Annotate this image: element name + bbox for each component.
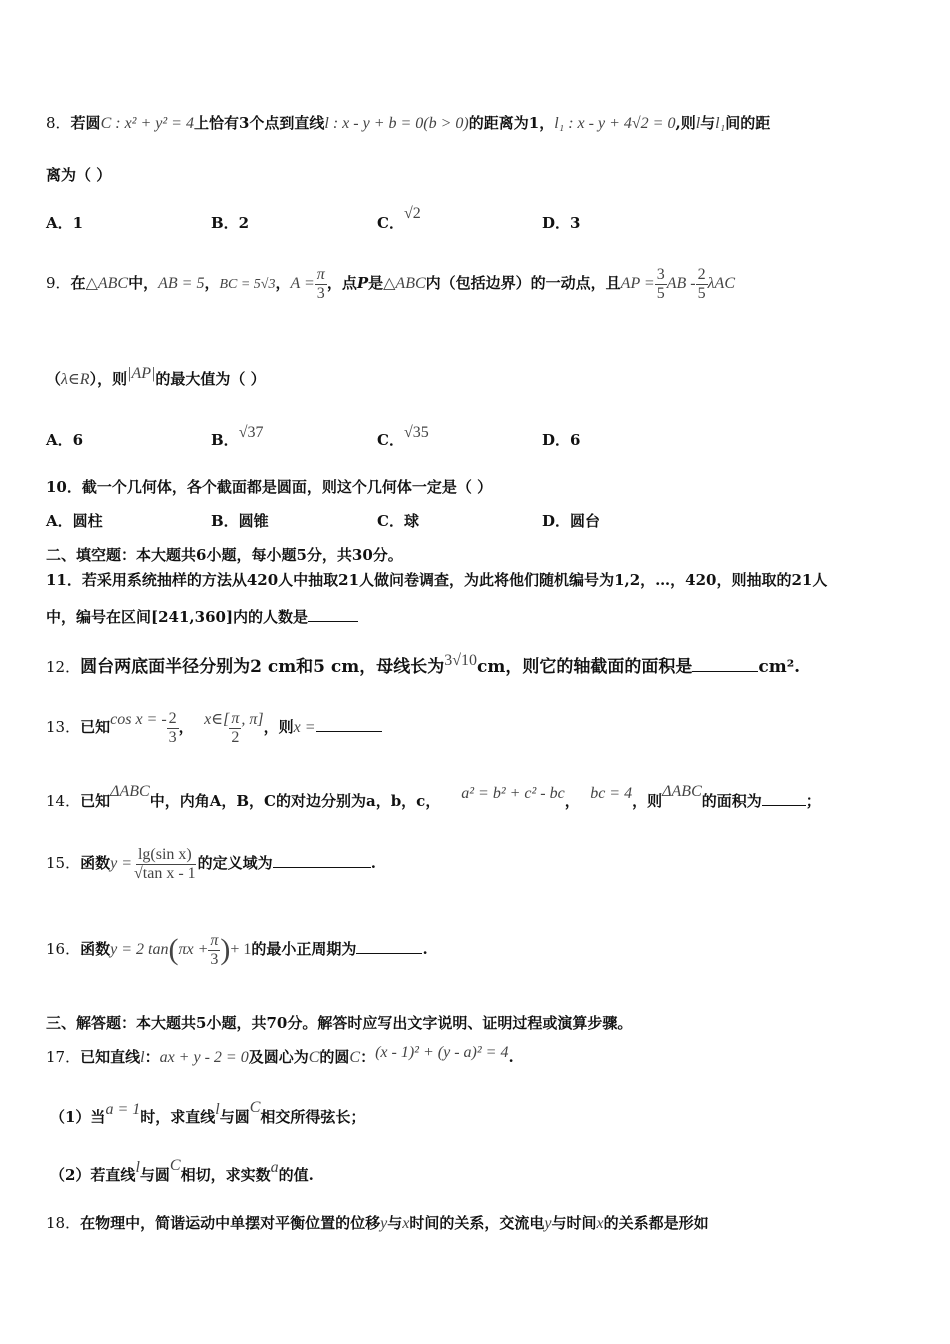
question-11-cont: 中，编号在区间[241,360]内的人数是 <box>46 606 910 627</box>
question-16: 16．函数y = 2 tan(πx + $\frac{\pi}{3}$ )+ 1的最小正周期为 . <box>46 932 428 968</box>
answer-blank <box>692 671 758 672</box>
question-9: 9．在△ABC中，AB = 5，BC = 5√3，A = $\frac{\pi}{3}$ ，点P是△ABC内（包括边界）的一动点，且AP = $\frac{3}{5}$ AB - $\frac{2}{5}$ λAC <box>46 266 735 302</box>
q8-option-c: C．√2 <box>377 205 421 232</box>
q9-option-b: B．√37 <box>211 424 264 449</box>
math-circle-equation: C : x² + y² = 4 <box>100 115 194 132</box>
q10-option-a: A．圆柱 <box>46 512 103 530</box>
q8-option-b: B．2 <box>211 214 250 232</box>
math-sqrt35: √35 <box>403 424 429 441</box>
question-17-part-2: （2）若直线l与圆C相切，求实数a的值. <box>50 1157 314 1184</box>
question-11: 11．若采用系统抽样的方法从420人中抽取21人做问卷调查，为此将他们随机编号为1,2，…，420，则抽取的21人 <box>46 571 828 589</box>
math-line-l: l : x - y + b = 0(b > 0) <box>324 115 469 132</box>
answer-blank <box>308 621 358 622</box>
fraction-pi-over-3: $\frac{\pi}{3}$ <box>316 266 325 302</box>
answer-blank <box>273 867 371 868</box>
question-17: 17．已知直线l：ax + y - 2 = 0及圆心为C的圆C：(x - 1)² + (y - a)² = 4. <box>46 1044 514 1066</box>
q9-option-a: A．6 <box>46 431 84 449</box>
answer-blank <box>356 953 422 954</box>
fraction-pi-over-3: $\frac{\pi}{3}$ <box>210 932 219 968</box>
q10-option-c: C．球 <box>377 512 419 530</box>
answer-blank <box>762 805 806 806</box>
q9-option-c: C．√35 <box>377 424 429 449</box>
section-heading-fill-in: 二、填空题：本大题共6小题，每小题5分，共30分。 <box>46 546 403 564</box>
fraction-3-5: $\frac{3}{5}$ <box>656 266 665 302</box>
math-sqrt2: √2 <box>403 205 421 222</box>
math-circle-equation: (x - 1)² + (y - a)² = 4 <box>375 1044 509 1061</box>
fraction-pi-over-2: $\frac{\pi}{2}$ <box>231 710 240 746</box>
math-sqrt37: √37 <box>238 424 264 441</box>
answer-blank <box>316 731 382 732</box>
q9-option-d: D．6 <box>542 431 581 449</box>
math-slant-length: 3√10 <box>444 652 478 669</box>
math-cosine-law: a² = b² + c² - bc <box>461 785 565 802</box>
q10-option-d: D．圆台 <box>542 512 601 530</box>
question-9-cont: （λ∈R），则|AP|的最大值为（ ） <box>46 365 266 388</box>
fraction-2-3: $\frac{2}{3}$ <box>168 710 177 746</box>
q8-option-d: D．3 <box>542 214 581 232</box>
question-number: 8． <box>46 114 71 132</box>
question-17-part-1: （1）当a = 1时，求直线l与圆C相交所得弦长； <box>50 1099 366 1126</box>
fraction-2-5: $\frac{2}{5}$ <box>697 266 706 302</box>
question-12: 12．圆台两底面半径分别为2 cm和5 cm，母线长为3√10cm，则它的轴截面的面积是 cm². <box>46 652 801 677</box>
q8-option-a: A．1 <box>46 214 84 232</box>
question-14: 14．已知ΔABC中，内角A，B，C的对边分别为a，b，c， a² = b² + c² - bc， bc = 4，则ΔABC的面积为 ； <box>46 783 821 810</box>
question-8-cont: 离为（ ） <box>46 166 112 184</box>
question-15: 15．函数y = $\frac{\text{lg(sin x)}}{\text{√tan x - 1}}$ 的定义域为 . <box>46 846 376 882</box>
question-8: 8．若圆C : x² + y² = 4上恰有3个点到直线l : x - y + b = 0(b > 0)的距离为1，l₁ : x - y + 4√2 = 0,则l与l₁间的距 <box>46 114 771 132</box>
q10-option-b: B．圆锥 <box>211 512 269 530</box>
question-18: 18．在物理中，简谐运动中单摆对平衡位置的位移y与x时间的关系，交流电y与时间x的关系都是形如 <box>46 1214 709 1232</box>
math-line-l1: l₁ : x - y + 4√2 = 0 <box>554 115 676 132</box>
question-13: 13．已知cos x = - $\frac{2}{3}$ ， x∈[ $\frac{\pi}{2}$ , π]，则x = <box>46 710 910 746</box>
question-10: 10．截一个几何体，各个截面都是圆面，则这个几何体一定是（ ） <box>46 478 493 496</box>
fraction-domain-function: $\frac{\text{lg(sin x)}}{\text{√tan x - 1}}$ <box>134 846 196 882</box>
section-heading-solutions: 三、解答题：本大题共5小题，共70分。解答时应写出文字说明、证明过程或演算步骤。 <box>46 1014 633 1032</box>
question-number: 9． <box>46 274 71 293</box>
